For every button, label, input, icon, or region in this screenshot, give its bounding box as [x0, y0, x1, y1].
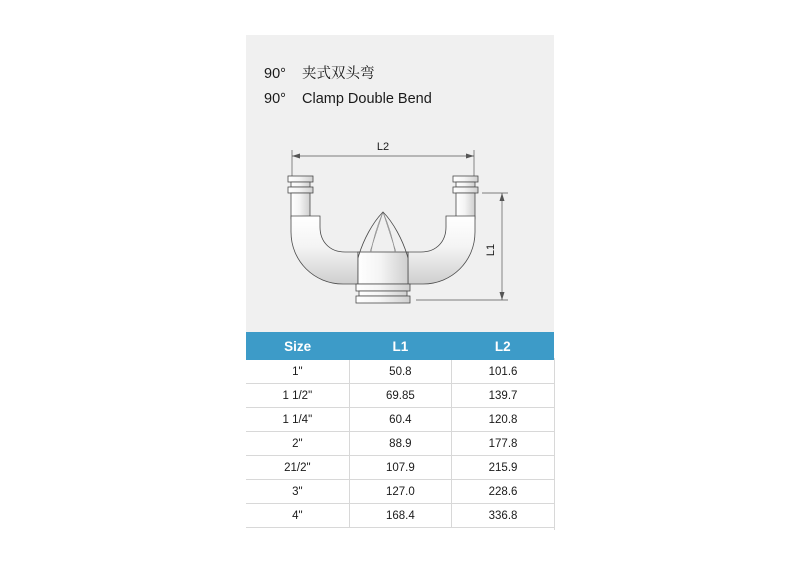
- product-title-english: Clamp Double Bend: [302, 91, 432, 107]
- column-header-l2: L2: [452, 332, 554, 360]
- table-row: [246, 384, 554, 408]
- cell-size: 21/2": [246, 456, 349, 480]
- dimension-l2: [292, 150, 474, 183]
- right-elbow: [408, 216, 475, 284]
- center-outlet: [356, 252, 410, 303]
- product-heading: [264, 62, 544, 112]
- cell-l2: 139.7: [452, 384, 554, 408]
- crotch-junction: [358, 212, 408, 258]
- cell-l1: 168.4: [349, 504, 451, 528]
- heading-line-english: [264, 87, 544, 112]
- degree-label-chinese: 90°: [264, 66, 286, 82]
- column-header-size: Size: [246, 332, 349, 360]
- cell-l1: 60.4: [349, 408, 451, 432]
- cell-l2: 336.8: [452, 504, 554, 528]
- cell-size: 3": [246, 480, 349, 504]
- cell-size: 1 1/4": [246, 408, 349, 432]
- table-row: [246, 504, 554, 528]
- fitting-technical-drawing: [246, 128, 554, 328]
- table-right-rule: [554, 358, 555, 530]
- table-row: [246, 456, 554, 480]
- dimensions-table-wrap: [246, 332, 554, 528]
- table-row: [246, 408, 554, 432]
- cell-size: 4": [246, 504, 349, 528]
- dimension-l1-label: L1: [485, 243, 497, 257]
- cell-l2: 101.6: [452, 360, 554, 384]
- table-row: [246, 432, 554, 456]
- cell-l1: 50.8: [349, 360, 451, 384]
- cell-l1: 107.9: [349, 456, 451, 480]
- cell-size: 1 1/2": [246, 384, 349, 408]
- dimension-l2-label: L2: [376, 141, 390, 153]
- dimensions-table: [246, 332, 554, 528]
- cell-l2: 228.6: [452, 480, 554, 504]
- left-leg: [288, 176, 313, 219]
- table-row: [246, 360, 554, 384]
- cell-size: 1": [246, 360, 349, 384]
- cell-l2: 215.9: [452, 456, 554, 480]
- cell-l1: 69.85: [349, 384, 451, 408]
- product-title-chinese: 夹式双头弯: [302, 66, 375, 82]
- seam-lines: [370, 212, 396, 252]
- cell-size: 2": [246, 432, 349, 456]
- cell-l1: 88.9: [349, 432, 451, 456]
- table-row: [246, 480, 554, 504]
- degree-label-english: 90°: [264, 91, 286, 107]
- column-header-l1: L1: [349, 332, 451, 360]
- cell-l2: 177.8: [452, 432, 554, 456]
- cell-l1: 127.0: [349, 480, 451, 504]
- heading-line-chinese: [264, 62, 544, 87]
- right-leg: [453, 176, 478, 219]
- cell-l2: 120.8: [452, 408, 554, 432]
- table-header-row: [246, 332, 554, 360]
- left-elbow: [291, 216, 358, 284]
